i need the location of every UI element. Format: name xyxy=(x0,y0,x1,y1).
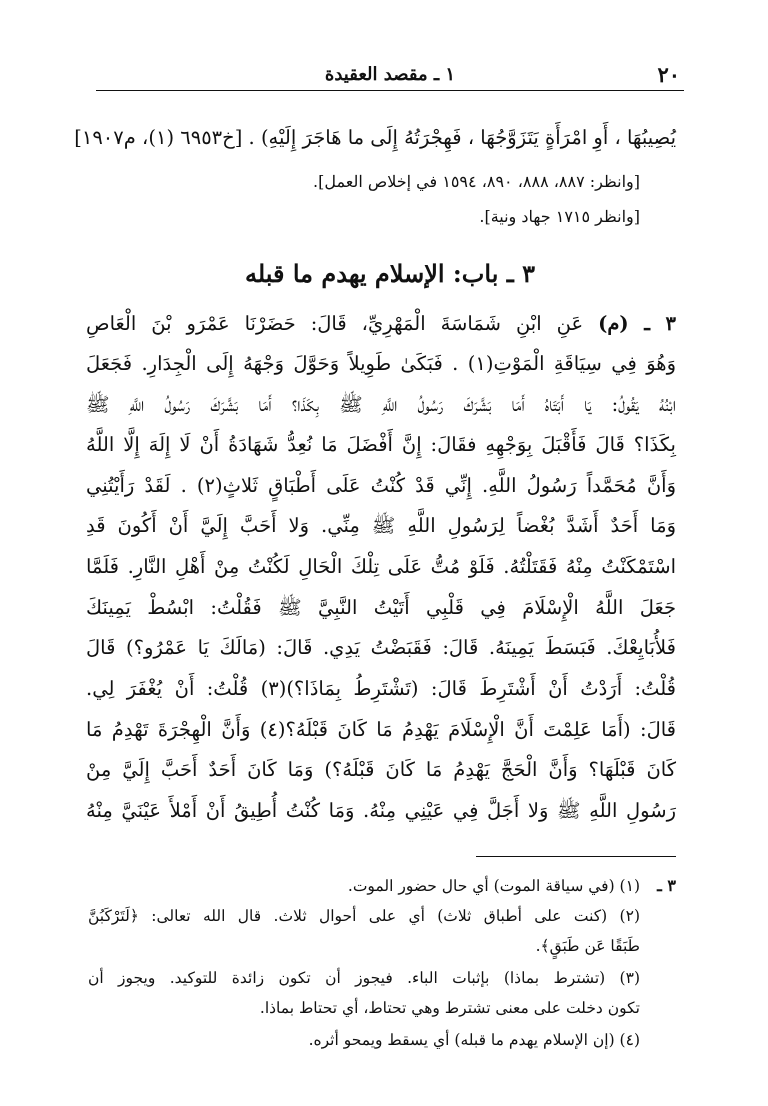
hadith-line: بِكَذَا؟ قَالَ فَأَقْبَلَ بِوَجْهِهِ فقَالَ: إِنَّ أَفْضَلَ مَا نُعِدُّ شَهَادَةُ أَنْ لَا إِلَهَ إِلَّا اللَّهُ xyxy=(86,433,676,456)
chapter-title: ١ ـ مقصد العقيدة xyxy=(324,64,456,85)
hadith-line: قُلْتُ: أَرَدْتُ أَنْ أَشْتَرِطَ قَالَ: (تَشْتَرِطُ بِمَاذَا؟)(٣) قُلْتُ: أَنْ يُغْفَرَ لِي. xyxy=(86,677,676,700)
footnote-line: تكون دخلت على معنى تشترط وهي تحتاط، أي تحتاط بماذا. xyxy=(259,999,640,1017)
cross-reference: [وانظر ١٧١٥ جهاد ونية]. xyxy=(479,207,640,226)
hadith-line: جَعَلَ اللَّهُ الْإِسْلَامَ فِي قَلْبِي أَتَيْتُ النَّبِيَّ ﷺ فَقُلْتُ: ابْسُطْ يَمِينَكَ xyxy=(86,596,676,619)
footnote-line: طَبَقًا عَن طَبَقٍ﴾. xyxy=(535,937,640,955)
hadith-line: اسْتَمْكَنْتُ مِنْهُ فَقَتَلْتُهُ. فَلَوْ مُتُّ عَلَى تِلْكَ الْحَالِ لَكُنْتُ مِنْ أَهْلِ النَّارِ. فَلَمَّا xyxy=(86,555,676,578)
hadith-line: قَالَ: (أَمَا عَلِمْتَ أَنَّ الْإِسْلَامَ يَهْدِمُ مَا كَانَ قَبْلَهُ؟(٤) وَأَنَّ الْهِجْرَةَ تَهْدِمُ مَا xyxy=(86,718,676,741)
running-header xyxy=(96,58,684,91)
section-heading: ٣ ـ باب: الإسلام يهدم ما قبله xyxy=(244,259,536,288)
cross-reference: [وانظر: ٨٨٧، ٨٨٨، ٨٩٠، ١٥٩٤ في إخلاص العمل]. xyxy=(313,172,640,191)
hadith-line: وَأَنَّ مُحَمَّداً رَسُولُ اللَّهِ. إِنِّي قَدْ كُنْتُ عَلَى أَطْبَاقٍ ثَلاثٍ(٢) . لَقَدْ رَأَيْتُنِي xyxy=(86,474,676,497)
hadith-line: رَسُولِ اللَّهِ ﷺ وَلا أَجَلَّ فِي عَيْنِي مِنْهُ. وَمَا كُنْتُ أُطِيقُ أَنْ أَمْلأَ عَيْنَيَّ مِنْهُ xyxy=(86,799,676,822)
hadith-line: كَانَ قَبْلَهَا؟ وَأَنَّ الْحَجَّ يَهْدِمُ مَا كَانَ قَبْلَهُ؟) وَمَا كَانَ أَحَدٌ أَحَبَّ إِلَيَّ مِنْ xyxy=(86,758,676,781)
intro-line: يُصِيبُهَا ، أَوِ امْرَأَةٍ يَتَزَوَّجُهَا ، فَهِجْرَتُهُ إِلَى ما هَاجَرَ إِلَيْهِ) . [خ٦٩٥٣ (١)، م١٩٠٧] xyxy=(74,126,676,149)
hadith-line: فَلأُبَايِعْكَ. فَبَسَطَ يَمِينَهُ. قَالَ: فَقَبَضْتُ يَدِي. قَالَ: (مَالَكَ يَا عَمْرُو؟) قَالَ xyxy=(86,636,676,659)
hadith-line: عَنِ ابْنِ شَمَاسَةَ الْمَهْرِيِّ، قَالَ: حَضَرْنَا عَمْرَو بْنَ الْعَاصِ xyxy=(86,312,584,335)
footnote-marker: ٣ ـ xyxy=(657,876,676,895)
hadith-line-first xyxy=(86,304,676,344)
hadith-line: وَمَا أَحَدٌ أَشَدَّ بُغْضاً لِرَسُولِ اللَّهِ ﷺ مِنِّي. وَلا أَحَبَّ إِلَيَّ أَنْ أَكُونَ قَدِ xyxy=(86,514,676,537)
footnote-divider xyxy=(476,856,676,857)
page-number: ٢٠ xyxy=(657,62,680,87)
footnote-line: (٣) (تشترط بماذا) بإثبات الباء. فيجوز أن تكون زائدة للتوكيد. ويجوز أن xyxy=(88,969,640,987)
hadith-line: ابْنُهُ يَقُولُ: يَا أَبَتَاهُ أَمَا بَشَّرَكَ رَسُولُ اللَّهِ ﷺ بِكَذَا؟ أَمَا بَشَّرَكَ رَسُولُ اللَّهِ ﷺ xyxy=(86,393,676,416)
footnote-line: (٤) (إن الإسلام يهدم ما قبله) أي يسقط ويمحو أثره. xyxy=(308,1031,640,1049)
hadith-line: وَهُوَ فِي سِيَاقَةِ الْمَوْتِ(١) . فَبَكَىٰ طَوِيلاً وَحَوَّلَ وَجْهَهُ إِلَى الْجِدَارِ. فَجَعَلَ xyxy=(86,352,676,375)
footnote-line: (١) (في سياقة الموت) أي حال حضور الموت. xyxy=(347,877,640,895)
hadith-number: ٣ ـ (م) xyxy=(598,312,676,335)
footnote-line: (٢) (كنت على أطباق ثلاث) أي على أحوال ثلاث. قال الله تعالى: ﴿لَتَرْكَبُنَّ xyxy=(88,907,640,925)
